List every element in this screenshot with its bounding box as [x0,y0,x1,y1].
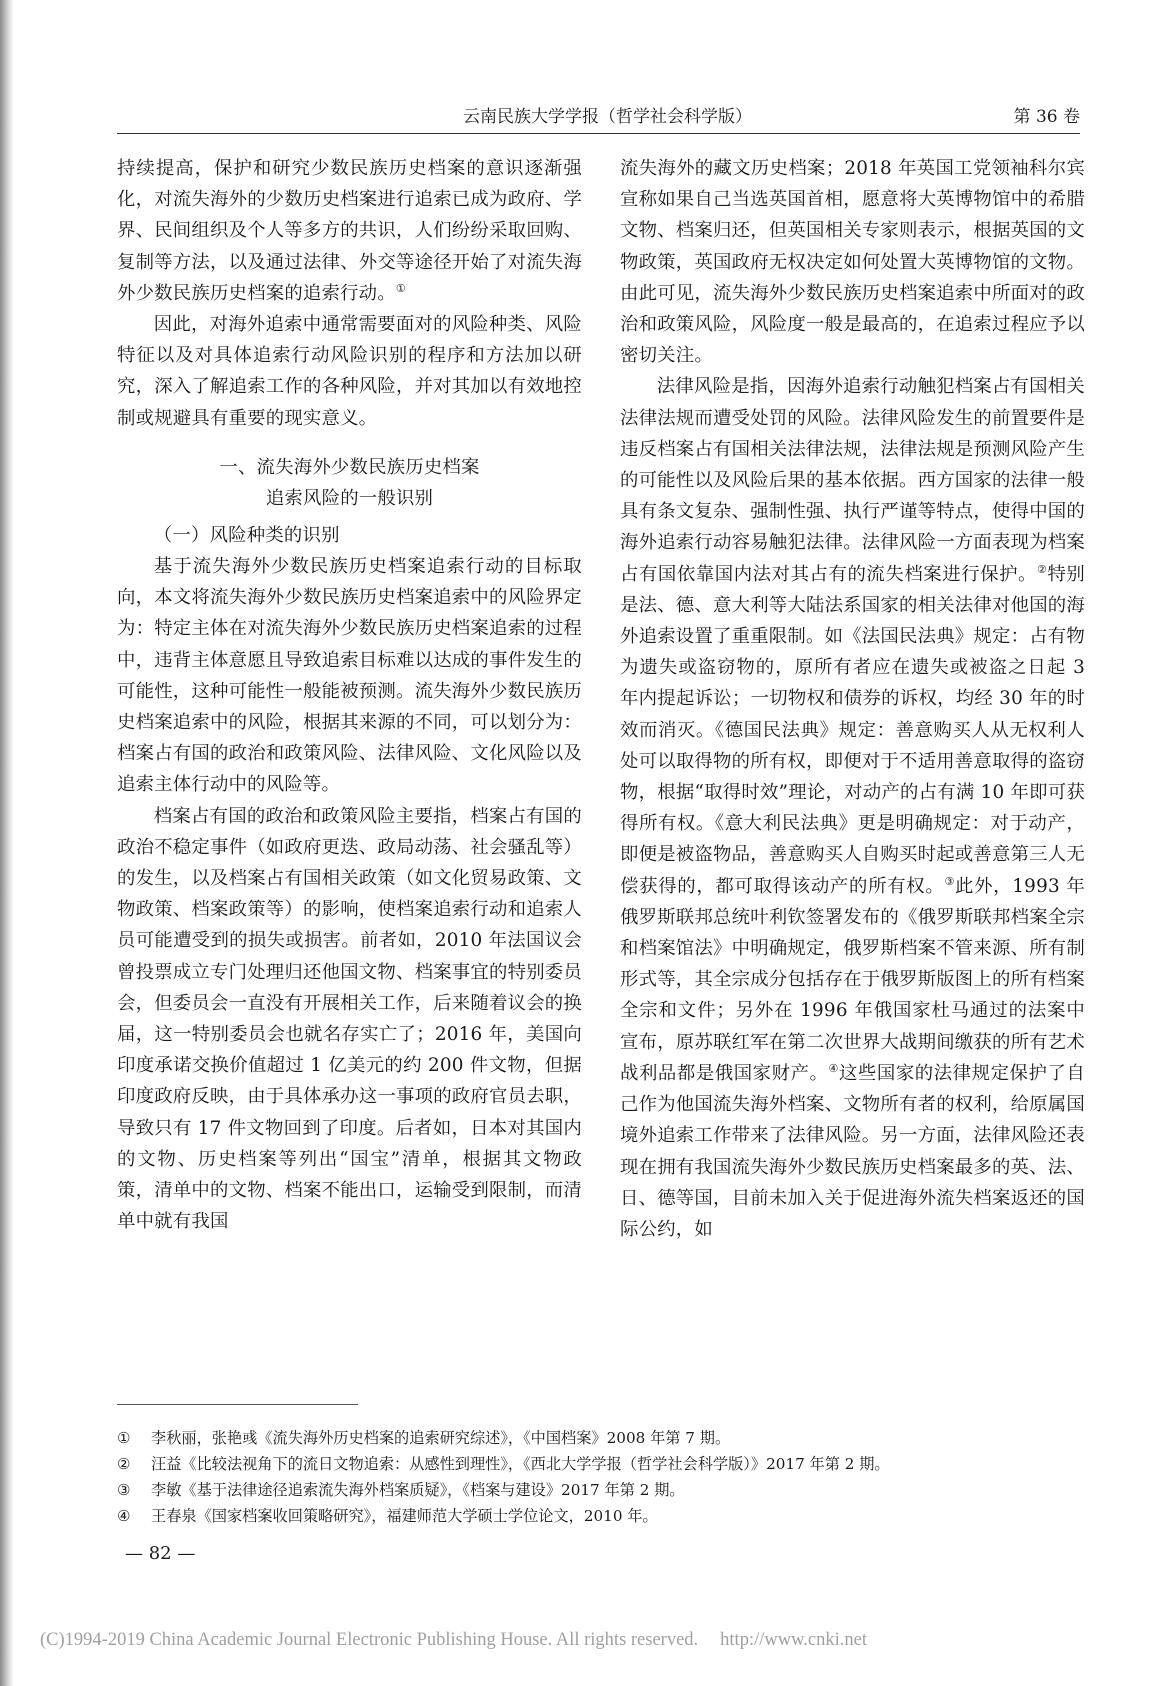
journal-title: 云南民族大学学报（哲学社会科学版） [463,107,752,127]
footnote-mark: ③ [117,1481,131,1499]
cnki-link[interactable]: http://www.cnki.net [720,1630,867,1650]
volume-label: 第 36 卷 [1013,107,1080,127]
footnote-ref[interactable]: ③ [944,874,956,888]
section-heading-line: 追索风险的一般识别 [265,487,434,509]
footnote-text: 王春泉《国家档案收回策略研究》，福建师范大学硕士学位论文，2010 年。 [151,1507,658,1525]
paragraph-text: 持续提高，保护和研究少数民族历史档案的意识逐渐强化，对流失海外的少数历史档案进行追索已成为政府、学界、民间组织及个人等多方的共识，人们纷纷采取回购、复制等方法，以及通过法律、外交等途径开始了对流失海外少数民族历史档案的追索行动。 [117,158,582,304]
paragraph: 流失海外的藏文历史档案；2018 年英国工党领袖科尔宾宣称如果自己当选英国首相，愿意将大英博物馆中的希腊文物、档案归还，但英国相关专家则表示，根据英国的文物政策，英国政府无权决定如何处置大英博物馆的文物。由此可见，流失海外少数民族历史档案追索中所面对的政治和政策风险，风险度一般是最高的，在追索过程应予以密切关注。 [620,158,1085,367]
footnote-mark: ④ [117,1507,131,1525]
footnote-ref[interactable]: ② [1037,562,1048,576]
page-number: — 82 — [125,1543,196,1564]
footnote-list [117,1425,1080,1529]
footnote-text: 汪益《比较法视角下的流日文物追索：从感性到理性》，《西北大学学报（哲学社会科学版）》2017 年第 2 期。 [151,1455,890,1473]
paragraph-text: 此外，1993 年俄罗斯联邦总统叶利钦签署发布的《俄罗斯联邦档案全宗和档案馆法》中明确规定，俄罗斯档案不管来源、所有制形式等，其全宗成分包括存在于俄罗斯版图上的所有档案全宗和文件；另外在 1996 年俄国家杜马通过的法案中宣布，原苏联红军在第二次世界大战期间缴获的所有艺术战利品都是俄国家财产。 [620,875,1086,1084]
paragraph [117,153,582,309]
footnote-item [117,1503,1080,1529]
page-edge-shadow [0,0,14,1686]
section-heading [117,452,582,514]
footnote-text: 李秋丽，张艳彧《流失海外历史档案的追索研究综述》，《中国档案》2008 年第 7 期。 [151,1429,731,1447]
section-heading-line: 一、流失海外少数民族历史档案 [219,456,480,478]
paragraph: 因此，对海外追索中通常需要面对的风险种类、风险特征以及对具体追索行动风险识别的程序和方法加以研究，深入了解追索工作的各种风险，并对其加以有效地控制或规避具有重要的现实意义。 [117,314,582,429]
copyright-footer [40,1625,1140,1655]
subsection-heading: （一）风险种类的识别 [153,524,340,546]
footnote-item [117,1451,1080,1477]
header-rule [117,133,1080,134]
footnote-mark: ② [117,1455,131,1473]
footnote-ref[interactable]: ④ [828,1061,839,1075]
footnote-text: 李敏《基于法律途径追索流失海外档案质疑》，《档案与建设》2017 年第 2 期。 [151,1481,685,1499]
left-column [117,153,582,1238]
footnote-item [117,1425,1080,1451]
copyright-text: (C)1994-2019 China Academic Journal Electronic Publishing House. All rights reserved. [40,1630,699,1650]
footnote-ref[interactable]: ① [395,281,406,295]
footnote-item [117,1477,1080,1503]
paragraph: 基于流失海外少数民族历史档案追索行动的目标取向，本文将流失海外少数民族历史档案追索中的风险界定为：特定主体在对流失海外少数民族历史档案追索的过程中，违背主体意愿且导致追索目标难以达成的事件发生的可能性，这种可能性一般能被预测。流失海外少数民族历史档案追索中的风险，根据其来源的不同，可以划分为：档案占有国的政治和政策风险、法律风险、文化风险以及追索主体行动中的风险等。 [117,556,582,796]
paragraph-text: 特别是法、德、意大利等大陆法系国家的相关法律对他国的海外追索设置了重重限制。如《法国民法典》规定：占有物为遗失或盗窃物的，原所有者应在遗失或被盗之日起 3 年内提起诉讼；一切物权和债券的诉权，均经 30 年的时效而消灭。《德国民法典》规定：善意购买人从无权利人处可以取得物的所有权，即便对于不适用善意取得的盗窃物，根据“取得时效”理论，对动产的占有满 10 年即可获得所有权。《意大利民法典》更是明确规定：对于动产，即便是被盗物品，善意购买人自购买时起或善意第三人无偿获得的，都可取得该动产的所有权。 [620,563,1085,897]
footnote-rule [117,1404,358,1405]
paragraph: 档案占有国的政治和政策风险主要指，档案占有国的政治不稳定事件（如政府更迭、政局动荡、社会骚乱等）的发生，以及档案占有国相关政策（如文化贸易政策、文物政策、档案政策等）的影响，使档案追索行动和追索人员可能遭受到的损失或损害。前者如，2010 年法国议会曾投票成立专门处理归还他国文物、档案事宜的特别委员会，但委员会一直没有开展相关工作，后来随着议会的换届，这一特别委员会也就名存实亡了；2016 年，美国向印度承诺交换价值超过 1 亿美元的约 200 件文物，但据印度政府反映，由于具体承办这一事项的政府官员去职，导致只有 17 件文物回到了印度。后者如，日本对其国内的文物、历史档案等列出“国宝”清单，根据其文物政策，清单中的文物、档案不能出口，运输受到限制，而清单中就有我国 [117,805,582,1233]
paragraph-text: 法律风险是指，因海外追索行动触犯档案占有国相关法律法规而遭受处罚的风险。法律风险发生的前置要件是违反档案占有国相关法律法规，法律法规是预测风险产生的可能性以及风险后果的基本依据。西方国家的法律一般具有条文复杂、强制性强、执行严谨等特点，使得中国的海外追索行动容易触犯法律。法律风险一方面表现为档案占有国依靠国内法对其占有的流失档案进行保护。 [620,376,1085,585]
paragraph-text: 这些国家的法律规定保护了自己作为他国流失海外档案、文物所有者的权利，给原属国境外追索工作带来了法律风险。另一方面，法律风险还表现在拥有我国流失海外少数民族历史档案最多的英、法、日、德等国，目前未加入关于促进海外流失档案返还的国际公约，如 [620,1062,1086,1240]
paragraph [620,371,1085,1245]
running-header [117,104,1080,130]
footnote-mark: ① [117,1429,131,1447]
right-column [620,153,1085,1245]
